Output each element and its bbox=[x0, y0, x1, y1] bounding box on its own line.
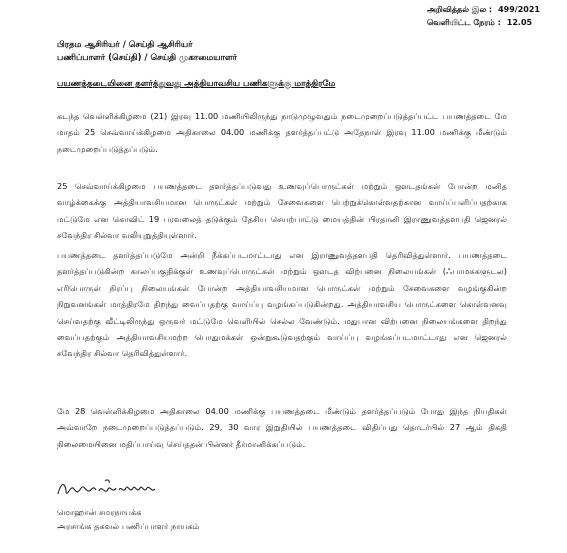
subject-heading: பயணத்தடையினை தளர்த்துவது அத்தியாவசிய பணிகளுக்கு மாத்திரமே bbox=[57, 79, 336, 89]
release-number-value: 499/2021 bbox=[498, 5, 540, 14]
paragraph-4: மே 28 வெள்ளிக்கிழமை அதிகாலை 04.00 மணிக்கு பயணத்தடை மீண்டும் தளர்த்தப்படும் போது இந்த நியதிகள் அவ்வாறே நடைமுறைப்படுத்தப்படும். 29, 30 வார இறுதியில் பயணத்தடை விதிப்பது தொடர்பில் 27 ஆம் திகதி நிலைமையினை மதிப்பாய்வு செய்ததன் பின்னர் தீர்மானிக்கப்படும். bbox=[57, 406, 507, 449]
release-time-value: 12.05 bbox=[506, 18, 533, 27]
signatory bbox=[57, 505, 199, 533]
paragraph-3: பயணத்தடை தளர்த்தப்படுமே அன்றி நீக்கப்படமாட்டாது என இராணுவத்தளபதி தெரிவித்துள்ளார். பயணத்தடை தளர்த்தப்படுகின்ற காலப்பகுதிக்குள் உணவுப்பொருட்கள் மற்றும் ஔடத விற்பனை நிலையங்கள் (ஃபாமசுகளுடல) எரிபொருள் நிரப்பு நிலையங்கள் போன்ற அத்தியாவசியமான பொருட்கள் மற்றும் சேவைகளை வழங்குகின்ற நிறுவனங்கள் மாத்திரமே திறந்து வைப்பதற்கு வாய்ப்பு வழங்கப்படுகின்றது. அத்தியாவசிய பொருட்களை கொள்வனவு செய்வதற்கு வீட்டிலிருந்து ஒருவர் மட்டுமே வெளியில் செல்ல வேண்டும். மதுபான விற்பனை நிலையங்களை திறந்து வைப்பதற்கும் அத்தியாவசியமற்ற பொதுமக்கள் ஒன்றுகூடுவதற்கும் வாய்ப்பு வழங்கப்படமாட்டாது என ஜெனரல் சவேந்திர சில்வா தெரிவித்துள்ளார். bbox=[57, 250, 507, 359]
release-time-line bbox=[427, 16, 540, 29]
signatory-name: மொஹான் சமரநாயக்க bbox=[57, 507, 142, 517]
addressee-line-1: பிரதம ஆசிரியர் / செய்தி ஆசிரியர் bbox=[57, 40, 193, 50]
addressee-line-2: பணிப்பாளர் (செய்தி) / செய்தி முகாமையாளர் bbox=[57, 53, 238, 63]
release-number-line bbox=[427, 3, 540, 16]
signatory-title: அரசாங்க தகவல் பணிப்பாளர் நாயகம் bbox=[57, 521, 200, 531]
addressees bbox=[57, 39, 237, 65]
handwritten-signature bbox=[55, 476, 165, 502]
release-time-label: வெளியிட்ட நேரம் : bbox=[426, 18, 501, 27]
paragraph-1: கடந்த வெள்ளிக்கிழமை (21) இரவு 11.00 மணியிலிருந்து நாடுமுழுவதும் நடைமுறைப்படுத்தப்பட்ட பயணத்தடை மே மாதம் 25 செவ்வாய்க்கிழமை அதிகாலை 04.00 மணிக்கு தளர்த்தப்பட்டு அதேநாள் இரவு 11.00 மணிக்கு மீண்டும் நடைமுறைப்படுத்தப்படும். bbox=[57, 111, 507, 154]
release-number-label: அறிவித்தல் இல : bbox=[426, 5, 493, 14]
paragraph-2: 25 செவ்வாய்க்கிழமை பயணத்தடை தளர்த்தப்படுவது உணவுப்பொருட்கள் மற்றும் ஔடதங்கள் போன்ற மனித வாழ்க்கைக்கு அத்தியாவசியமான பொருட்கள் மற்றும் சேவைகளை பெற்றுக்கொள்வதற்கான வாய்ப்பளிப்பதற்காக மட்டுமே என கொவிட் 19 பரவலைத் தடுக்கும் தேசிய செயற்பாட்டு மையத்தின் பிரதானி இராணுவத்தளபதி ஜெனரல் சவேந்திர சில்வா வலியுறுத்தியுள்ளார். bbox=[57, 181, 507, 241]
release-info bbox=[427, 3, 540, 29]
